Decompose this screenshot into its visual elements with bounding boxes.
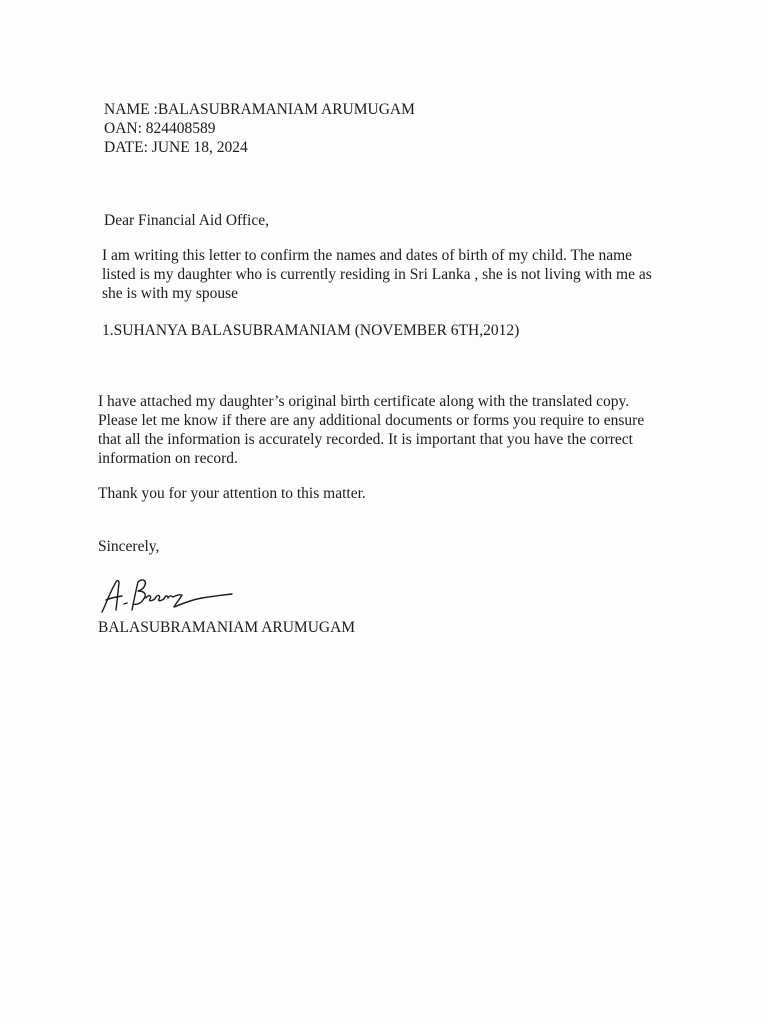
letter-header <box>98 100 698 157</box>
valediction: Sincerely, <box>98 538 160 555</box>
name-line: NAME :BALASUBRAMANIAM ARUMUGAM <box>104 101 415 118</box>
paragraph-line: Please let me know if there are any additional documents or forms you require to ensure <box>98 412 645 429</box>
printed-name: BALASUBRAMANIAM ARUMUGAM <box>98 619 356 636</box>
paragraph-line: information on record. <box>98 450 238 467</box>
paragraph-line: she is with my spouse <box>102 285 239 302</box>
signature-graphic <box>98 574 238 618</box>
paragraph-line: I have attached my daughter’s original birth certificate along with the translated copy. <box>98 393 630 410</box>
child-entry: 1.SUHANYA BALASUBRAMANIAM (NOVEMBER 6TH,2012) <box>102 322 520 339</box>
date-line: DATE: JUNE 18, 2024 <box>104 139 248 156</box>
signature <box>98 574 238 618</box>
letter-body <box>98 100 698 637</box>
paragraph-line: I am writing this letter to confirm the names and dates of birth of my child. The name <box>102 247 633 264</box>
paragraph-attachment <box>98 392 698 468</box>
paragraph-line: listed is my daughter who is currently residing in Sri Lanka , she is not living with me as <box>102 266 652 283</box>
paragraph-purpose <box>102 246 698 303</box>
salutation: Dear Financial Aid Office, <box>104 212 269 229</box>
thanks-line: Thank you for your attention to this matter. <box>98 485 366 502</box>
oan-line: OAN: 824408589 <box>104 120 216 137</box>
paragraph-line: that all the information is accurately recorded. It is important that you have the correct <box>98 431 633 448</box>
